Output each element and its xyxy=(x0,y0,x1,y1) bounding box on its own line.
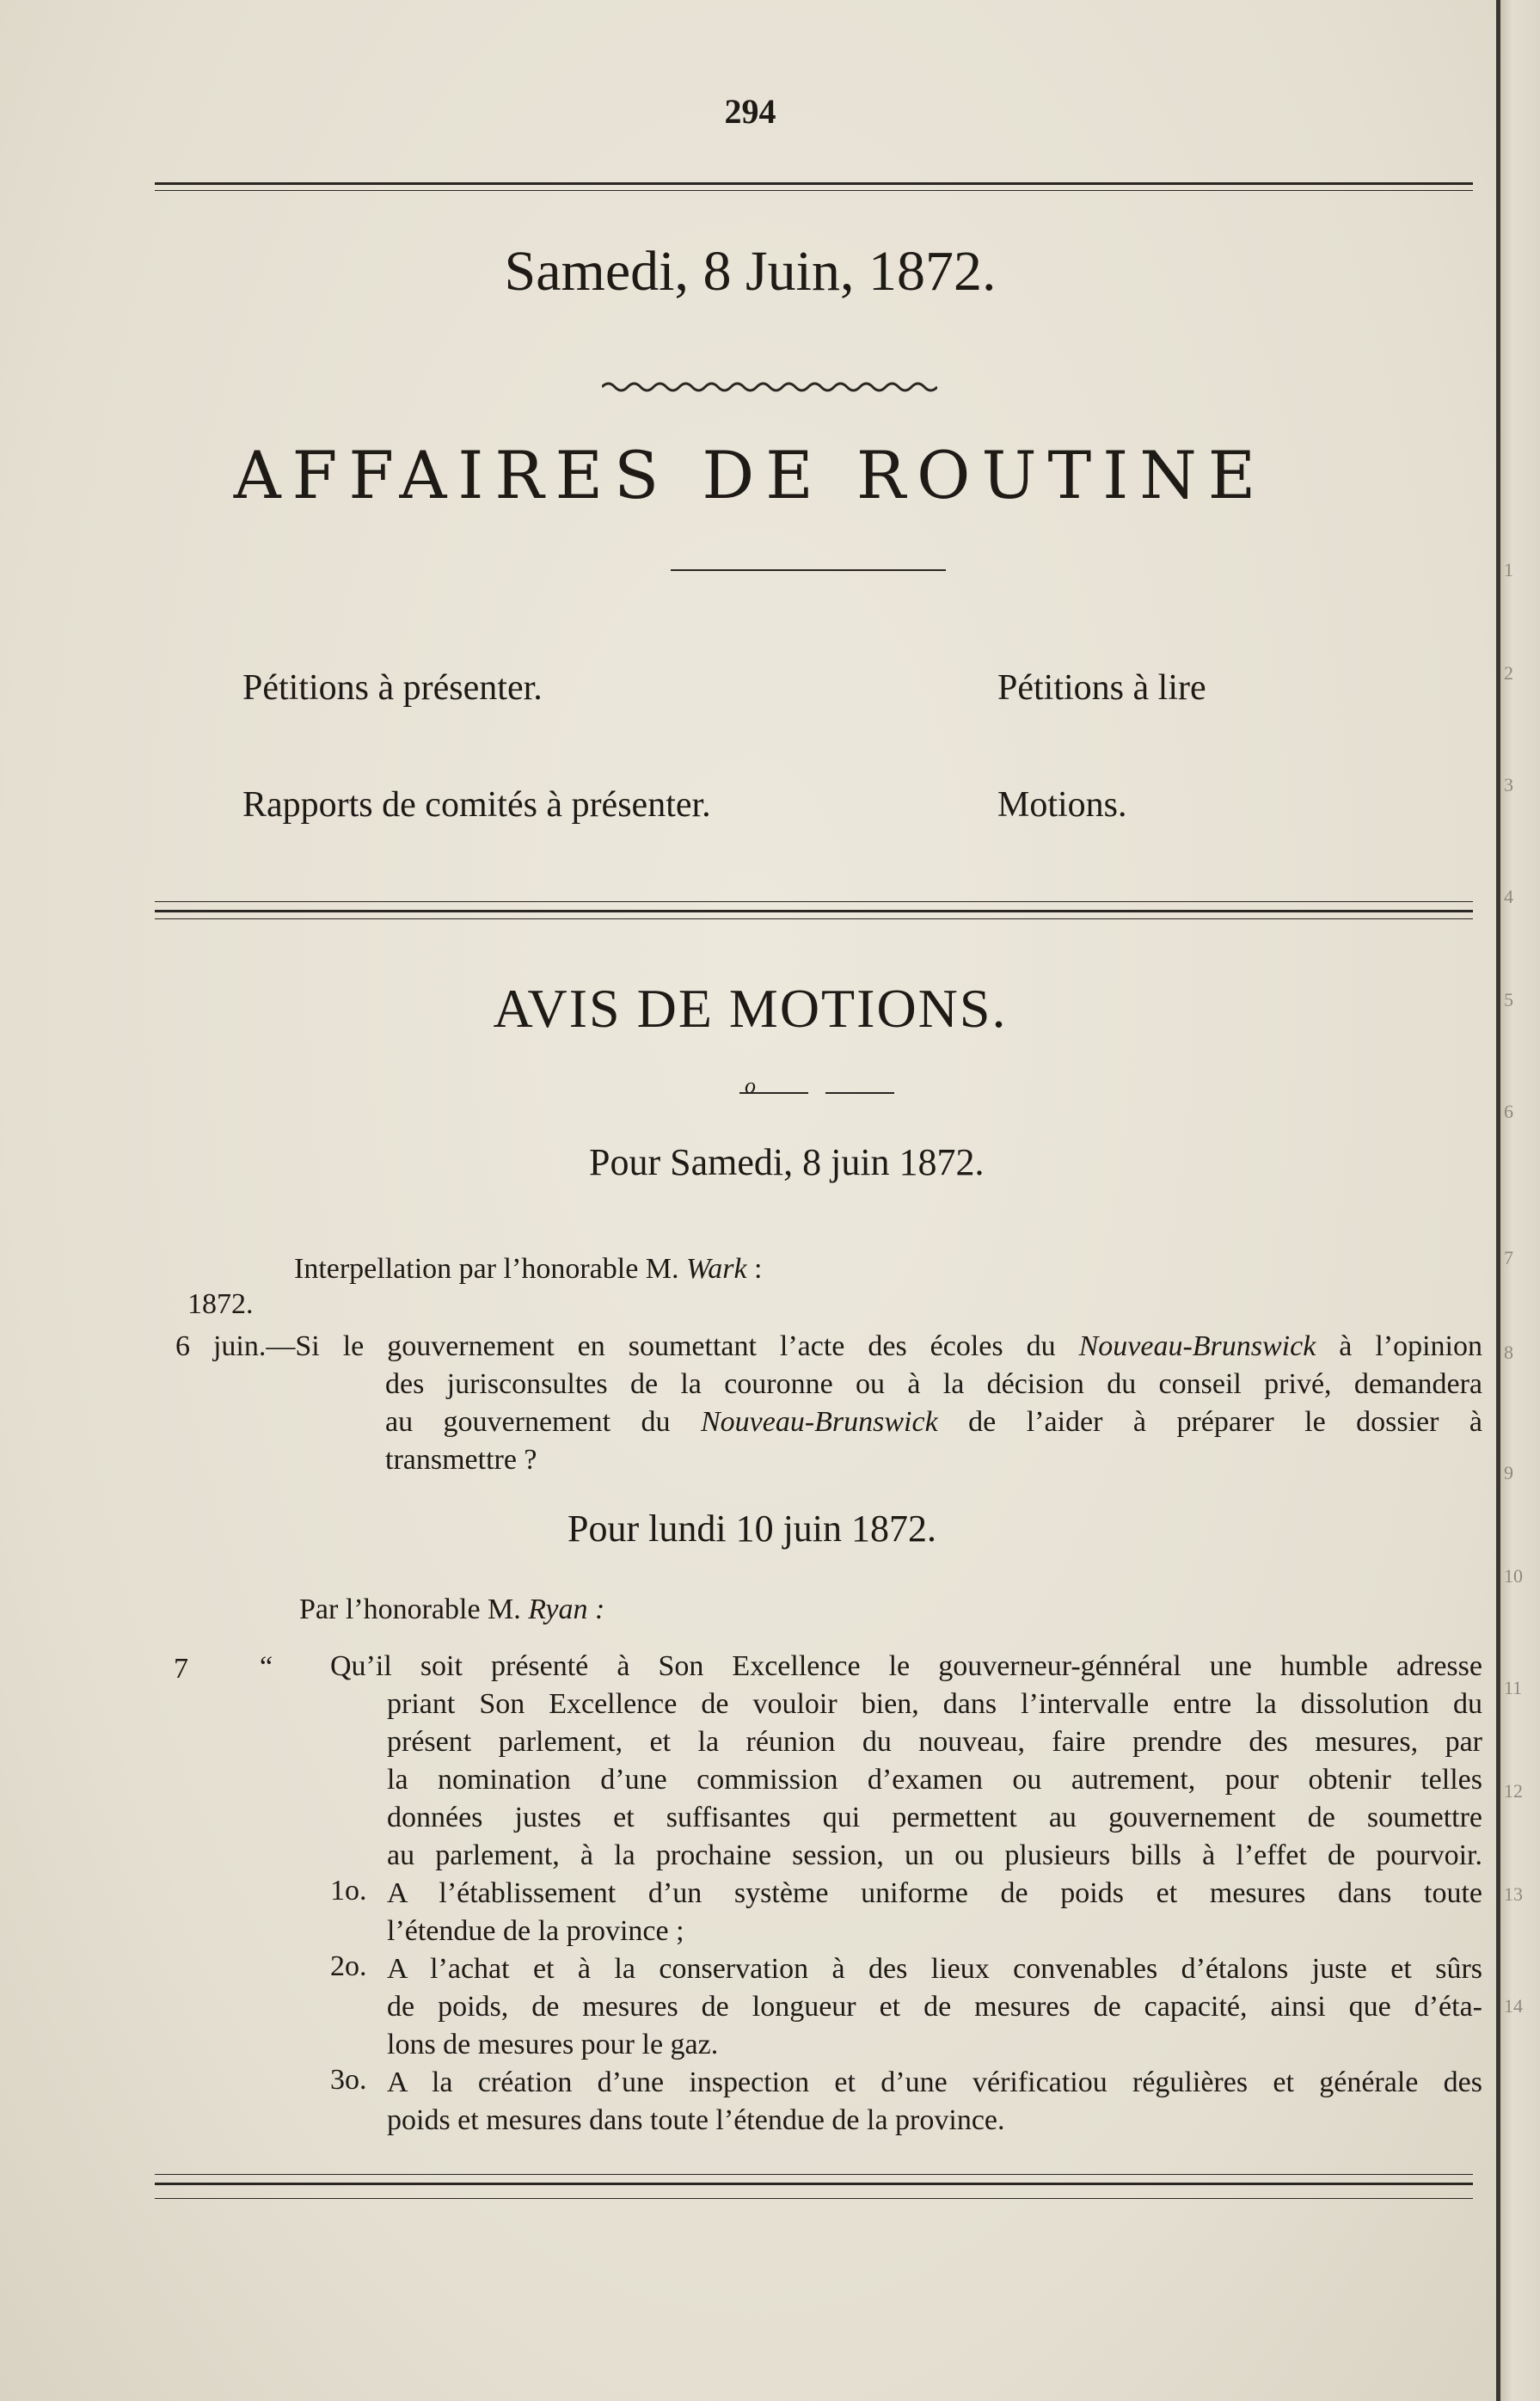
interpellation-line xyxy=(294,1250,763,1288)
routine-item-motions: Motions. xyxy=(997,785,1127,825)
bottom-rule xyxy=(155,2183,1473,2185)
interpellation-name: Wark xyxy=(686,1253,747,1285)
bottom-rule-thin xyxy=(155,2174,1473,2175)
date-marker: 6 juin.— xyxy=(175,1330,296,1362)
sub-item-1-num: 1o. xyxy=(330,1875,367,1907)
heading-pour-samedi: Pour Samedi, 8 juin 1872. xyxy=(589,1141,985,1183)
interpellation-prefix: Interpellation par l’honorable M. xyxy=(294,1253,679,1285)
question-line-3: au gouvernement du Nouveau-Brunswick de l’aider à préparer le dossier à xyxy=(385,1406,1483,1438)
par-line: Par l’honorable M. Ryan : xyxy=(299,1594,605,1625)
sub-item-1: A l’établissement d’un système uniforme de poids et mesures dans toute l’étendue de la province ; xyxy=(387,1877,1482,1947)
top-rule-thin xyxy=(155,190,1473,191)
mid-rule-thin xyxy=(155,901,1473,902)
top-rule xyxy=(155,182,1473,185)
sub-item-3: A la création d’une inspection et d’une vérificatiou régulières et générale des poids et mesures dans toute l’étendue de la province. xyxy=(387,2066,1482,2136)
mid-rule xyxy=(155,910,1473,912)
motion-first-line: Qu’il soit présenté à Son Excellence le gouverneur-génnéral une humble adresse xyxy=(330,1650,1482,1682)
page-number: 294 xyxy=(724,92,776,131)
routine-title: AFFAIRES DE ROUTINE xyxy=(233,437,1267,513)
routine-item-petitions-presenter: Pétitions à présenter. xyxy=(242,668,543,708)
short-rule-1 xyxy=(671,569,946,571)
interpellation-suffix: : xyxy=(754,1253,763,1285)
sep-rule-right xyxy=(825,1092,894,1094)
wavy-ornament xyxy=(602,378,937,396)
question-line-4: transmettre ? xyxy=(385,1444,537,1476)
routine-item-petitions-lire: Pétitions à lire xyxy=(997,668,1206,708)
par-name: Ryan : xyxy=(528,1594,605,1625)
motion-body: priant Son Excellence de vouloir bien, dans l’intervalle entre la dissolution du présent parlement, et la réunion du nouveau, faire prendre des mesures, par la nomination d’une commission d’examen ou autrement, pour obtenir telles données justes et suffisantes qui permettent au gouvernement de soumettre au parlement, à la prochaine session, un ou plusieurs bills à l’effet de pourvoir. xyxy=(387,1688,1482,1871)
book-binding-edge: 1 2 3 4 5 6 7 8 9 10 11 12 13 14 xyxy=(1496,0,1540,2401)
separator-mark: o xyxy=(745,1073,756,1098)
question-line-2: des jurisconsultes de la couronne ou à la décision du conseil privé, demandera xyxy=(385,1368,1482,1400)
motion-number: 7 xyxy=(174,1653,188,1685)
sub-item-3-num: 3o. xyxy=(330,2064,367,2096)
avis-title: AVIS DE MOTIONS. xyxy=(493,978,1008,1039)
date-heading: Samedi, 8 Juin, 1872. xyxy=(504,240,997,303)
mid-rule-thin-2 xyxy=(155,918,1473,919)
question-body xyxy=(385,1366,1482,1479)
routine-item-rapports: Rapports de comités à présenter. xyxy=(242,785,711,825)
sub-item-2-num: 2o. xyxy=(330,1950,367,1982)
question-line-1: 6 juin.—Si le gouvernement en soumettant l’acte des écoles du Nouveau-Brunswick à l’opinion xyxy=(175,1330,1483,1362)
bottom-rule-thin-2 xyxy=(155,2198,1473,2199)
heading-pour-lundi: Pour lundi 10 juin 1872. xyxy=(568,1508,937,1550)
sub-item-2: A l’achat et à la conservation à des lieux convenables d’étalons juste et sûrs de poids, de mesures de longueur et de mesures de capacité, ainsi que d’éta- lons de mesures pour le gaz. xyxy=(387,1953,1482,2060)
ditto-mark: “ xyxy=(260,1651,273,1683)
year-marker: 1872. xyxy=(187,1288,254,1320)
